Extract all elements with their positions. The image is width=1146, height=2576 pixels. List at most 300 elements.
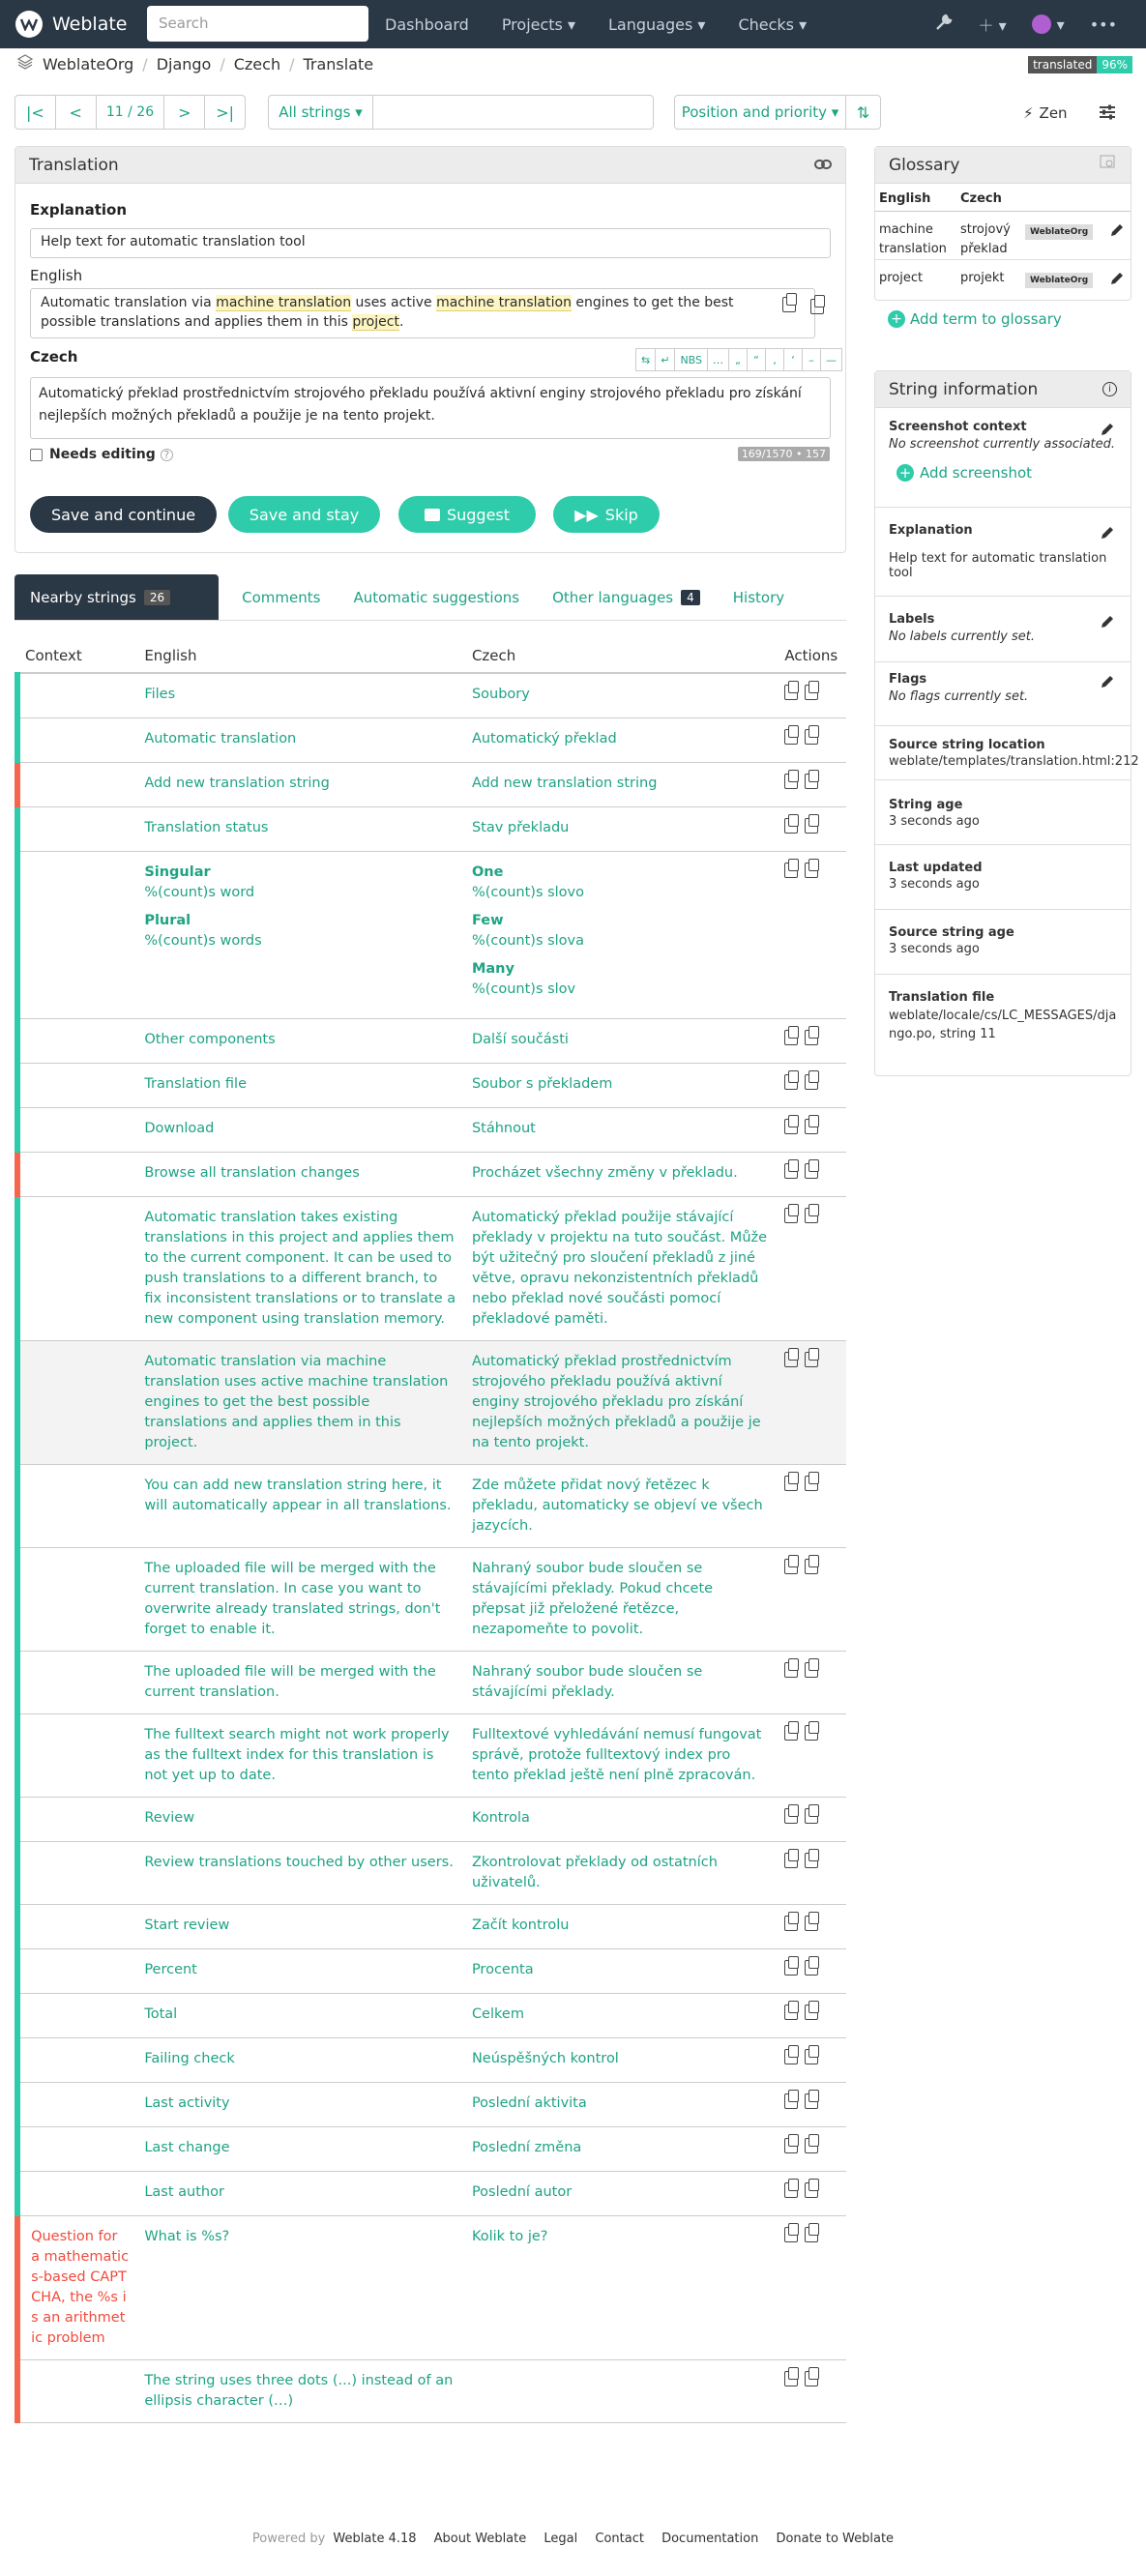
tab-comments[interactable]: Comments: [242, 588, 321, 606]
string-info-panel: [874, 370, 1139, 1076]
save-continue-button[interactable]: Save and continue: [30, 496, 217, 533]
special-char-button[interactable]: ‚: [765, 348, 784, 371]
source-cell[interactable]: Files: [136, 673, 464, 718]
plural-form-label: Many: [471, 961, 514, 977]
actions-cell: [777, 1548, 846, 1652]
translation-cell[interactable]: Začít kontrolu: [464, 1905, 777, 1949]
tab-other-languages[interactable]: [552, 589, 700, 606]
copy-icon[interactable]: [784, 1030, 798, 1045]
flags-value: No flags currently set.: [889, 689, 1029, 704]
table-row[interactable]: [17, 763, 846, 807]
tab-nearby-strings[interactable]: [15, 574, 219, 620]
table-row[interactable]: [17, 807, 846, 852]
flags-section: [875, 662, 1131, 726]
edit-pencil-icon[interactable]: [1109, 271, 1125, 290]
source-cell[interactable]: What is %s?: [136, 2216, 464, 2360]
clone-icon[interactable]: [805, 1808, 818, 1824]
tab-automatic-suggestions[interactable]: Automatic suggestions: [353, 588, 520, 606]
clone-icon[interactable]: [805, 1559, 818, 1574]
source-cell[interactable]: Review translations touched by other users.: [136, 1842, 464, 1905]
special-char-button[interactable]: “: [747, 348, 766, 371]
nav-projects[interactable]: Projects ▾: [501, 15, 576, 34]
context-cell: Question for a mathematics-based CAPTCHA, the %s is an arithmetic problem: [23, 2216, 136, 2360]
needs-editing-checkbox[interactable]: [30, 447, 173, 462]
copy-icon[interactable]: [784, 729, 798, 745]
clone-icon[interactable]: [805, 1662, 818, 1678]
translation-cell[interactable]: Nahraný soubor bude sloučen se stávajícími překlady. Pokud chcete přepsat již přeložené řetězce, nezapomeňte to povolit.: [464, 1548, 777, 1652]
flags-title: Flags: [889, 672, 927, 687]
nav-dashboard[interactable]: Dashboard: [385, 15, 469, 34]
table-row-current[interactable]: [17, 1341, 846, 1465]
table-row[interactable]: [17, 1842, 846, 1905]
string-info-header: [875, 371, 1131, 408]
footer-about-link[interactable]: About Weblate: [433, 2532, 527, 2546]
source-cell[interactable]: Automatic translation takes existing translations in this project and applies them to the current component. It can be used to push translations to a different branch, to fix inconsistent translations or to translate a new component using translation memory.: [136, 1197, 464, 1341]
copy-icon[interactable]: [784, 2005, 798, 2020]
translation-cell[interactable]: Neúspěšných kontrol: [464, 2038, 777, 2083]
copy-icon[interactable]: [784, 1725, 798, 1741]
actions-cell: [777, 2360, 846, 2423]
footer-documentation-link[interactable]: Documentation: [661, 2532, 759, 2546]
footer-version-link[interactable]: Weblate 4.18: [333, 2532, 417, 2546]
explanation-section: [875, 508, 1131, 597]
translation-cell[interactable]: Nahraný soubor bude sloučen se stávajícími překlady.: [464, 1652, 777, 1714]
clone-icon[interactable]: [805, 818, 818, 834]
screenshot-section: [875, 408, 1131, 508]
copy-icon[interactable]: [784, 1808, 798, 1824]
column-context: Context: [17, 639, 136, 673]
table-row[interactable]: [17, 2360, 846, 2423]
copy-icon[interactable]: [784, 1853, 798, 1868]
translation-cell[interactable]: Automatický překlad použije stávající překlady v projektu na tuto součást. Může být užitečný pro sloučení překladů z jiné větve, opravu nekonzistentních překladů nebo překlad nové součásti pomocí překladové paměti.: [464, 1197, 777, 1341]
table-row[interactable]: [17, 1548, 846, 1652]
breadcrumb: [17, 54, 373, 73]
actions-cell: [777, 1064, 846, 1108]
zen-label: Zen: [1039, 104, 1068, 122]
copy-icon[interactable]: [784, 1960, 798, 1976]
save-stay-button[interactable]: Save and stay: [228, 496, 380, 533]
translation-cell[interactable]: Add new translation string: [464, 763, 777, 807]
copy-icon[interactable]: [784, 863, 798, 878]
glossary-divider: [875, 211, 1131, 212]
last-updated-title: Last updated: [889, 861, 983, 875]
actions-cell: [777, 2083, 846, 2127]
add-screenshot-button[interactable]: [896, 464, 1117, 482]
labels-section: [875, 597, 1131, 662]
last-updated-value: 3 seconds ago: [889, 877, 980, 892]
nav-checks[interactable]: Checks ▾: [738, 15, 808, 34]
source-cell[interactable]: The fulltext search might not work properly as the fulltext index for this translation is not yet up to date.: [136, 1714, 464, 1798]
translation-cell[interactable]: Stav překladu: [464, 807, 777, 852]
translation-cell[interactable]: Procenta: [464, 1949, 777, 1994]
context-cell: [23, 1798, 136, 1842]
copy-icon[interactable]: [784, 2093, 798, 2109]
explanation-value: Help text for automatic translation tool: [889, 551, 1107, 580]
translated-badge-label: translated: [1028, 56, 1097, 73]
context-cell: [23, 1905, 136, 1949]
position-indicator: 11 / 26: [97, 96, 165, 129]
copy-icon[interactable]: [784, 1662, 798, 1678]
copy-icon[interactable]: [784, 1119, 798, 1134]
breadcrumb-project[interactable]: WeblateOrg: [43, 54, 134, 73]
actions-cell: [777, 807, 846, 852]
source-cell[interactable]: Automatic translation via machine translation uses active machine translation engines to get the best possible translations and applies them in this project.: [136, 1341, 464, 1465]
clone-icon[interactable]: [805, 863, 818, 878]
table-row[interactable]: [17, 718, 846, 763]
source-language-label: English: [30, 267, 83, 284]
glossary-col-czech: Czech: [960, 191, 1002, 206]
plural-form-text: %(count)s slov: [471, 981, 576, 997]
needs-editing-label: Needs editing: [49, 447, 156, 462]
clone-icon[interactable]: [805, 1725, 818, 1741]
location-title: Source string location: [889, 738, 1045, 752]
glossary-term-target: strojový překlad: [960, 222, 1011, 256]
clone-icon[interactable]: [805, 2093, 818, 2109]
copy-icon[interactable]: [784, 2182, 798, 2198]
plural-form-text: %(count)s word: [144, 885, 255, 900]
table-row[interactable]: [17, 1714, 846, 1798]
sort-dropdown[interactable]: Position and priority ▾: [675, 96, 846, 129]
source-cell[interactable]: Last author: [136, 2172, 464, 2216]
source-cell[interactable]: Total: [136, 1994, 464, 2038]
copy-icon[interactable]: [782, 297, 796, 312]
table-row[interactable]: [17, 1153, 846, 1197]
filter-dropdown[interactable]: All strings ▾: [269, 96, 373, 129]
actions-cell: [777, 1798, 846, 1842]
search-input[interactable]: Search: [147, 6, 368, 42]
breadcrumb-language[interactable]: Czech: [233, 54, 281, 73]
explanation-title: Explanation: [889, 523, 973, 538]
checkbox-box[interactable]: [30, 449, 43, 461]
copy-icon[interactable]: [784, 1208, 798, 1223]
zen-button[interactable]: [1023, 104, 1068, 122]
user-avatar[interactable]: ▾: [1032, 15, 1065, 34]
target-language-label: Czech: [30, 348, 78, 366]
source-cell[interactable]: The uploaded file will be merged with the current translation. In case you want to overwrite already translated strings, don't forget to enable it.: [136, 1548, 464, 1652]
clone-icon[interactable]: [805, 2005, 818, 2020]
copy-icon[interactable]: [784, 1916, 798, 1931]
brand-name: Weblate: [52, 14, 128, 35]
edit-pencil-icon[interactable]: [1109, 222, 1125, 242]
sort-direction-icon[interactable]: ⇅: [856, 102, 870, 122]
translation-cell[interactable]: Kontrola: [464, 1798, 777, 1842]
breadcrumb-separator: /: [220, 54, 225, 73]
plural-form-label: Plural: [144, 913, 191, 928]
footer-legal-link[interactable]: Legal: [544, 2532, 578, 2546]
source-cell[interactable]: The uploaded file will be merged with the current translation.: [136, 1652, 464, 1714]
glossary-term-badge: WeblateOrg: [1025, 224, 1093, 240]
actions-cell: [777, 1108, 846, 1153]
sort-control: [674, 95, 881, 130]
more-menu-icon[interactable]: •••: [1089, 15, 1117, 34]
table-row[interactable]: [17, 1949, 846, 1994]
explanation-label: Explanation: [30, 201, 128, 219]
translation-panel-title: Translation: [29, 155, 119, 175]
clone-icon[interactable]: [805, 774, 818, 789]
translation-cell[interactable]: Zkontrolovat překlady od ostatních uživatelů.: [464, 1842, 777, 1905]
next-string-button[interactable]: >: [164, 96, 205, 129]
glossary-term-source: project: [879, 271, 924, 285]
clone-icon[interactable]: [805, 1916, 818, 1931]
copy-icon[interactable]: [784, 2138, 798, 2153]
translation-cell[interactable]: Poslední autor: [464, 2172, 777, 2216]
clone-icon[interactable]: [805, 1030, 818, 1045]
source-cell[interactable]: Start review: [136, 1905, 464, 1949]
edit-pencil-icon[interactable]: [1100, 525, 1115, 541]
translation-cell[interactable]: Celkem: [464, 1994, 777, 2038]
clone-icon[interactable]: [805, 729, 818, 745]
translation-cell[interactable]: Zde můžete přidat nový řetězec k překladu, automaticky se objeví ve všech jazycích.: [464, 1465, 777, 1548]
edit-pencil-icon[interactable]: [1100, 422, 1115, 437]
context-cell: [23, 1548, 136, 1652]
edit-pencil-icon[interactable]: [1100, 614, 1115, 629]
glossary-header: [875, 147, 1131, 184]
source-cell[interactable]: Review: [136, 1798, 464, 1842]
screenshot-status: No screenshot currently associated.: [889, 437, 1116, 452]
last-updated-section: [875, 845, 1131, 910]
clone-icon[interactable]: [805, 1853, 818, 1868]
table-row[interactable]: [17, 1994, 846, 2038]
skip-button[interactable]: [553, 496, 660, 533]
copy-icon[interactable]: [784, 685, 798, 700]
clone-icon[interactable]: [805, 1352, 818, 1367]
plural-form-label: One: [471, 864, 504, 880]
translation-cell[interactable]: Poslední změna: [464, 2127, 777, 2172]
actions-cell: [777, 1019, 846, 1064]
footer-donate-link[interactable]: Donate to Weblate: [776, 2532, 895, 2546]
table-row[interactable]: [17, 1798, 846, 1842]
copy-icon[interactable]: [784, 1163, 798, 1179]
wrench-icon[interactable]: [934, 13, 954, 36]
add-menu-icon[interactable]: ＋ ▾: [978, 15, 1007, 35]
suggest-button[interactable]: [398, 496, 536, 533]
footer-contact-link[interactable]: Contact: [595, 2532, 644, 2546]
glossary-term-source: machine translation: [879, 222, 947, 256]
source-cell[interactable]: Percent: [136, 1949, 464, 1994]
table-row[interactable]: [17, 2127, 846, 2172]
project-icon: [17, 54, 33, 73]
translation-cell[interactable]: Poslední aktivita: [464, 2083, 777, 2127]
translation-cell[interactable]: Stáhnout: [464, 1108, 777, 1153]
nav-languages[interactable]: Languages ▾: [608, 15, 706, 34]
context-cell: [23, 1153, 136, 1197]
context-cell: [23, 1714, 136, 1798]
special-char-button[interactable]: NBS: [674, 348, 708, 371]
glossary-term-highlight[interactable]: machine translation: [216, 295, 352, 310]
translation-cell[interactable]: Soubor s překladem: [464, 1064, 777, 1108]
glossary-term-highlight[interactable]: project: [352, 314, 399, 330]
translation-cell[interactable]: Soubory: [464, 673, 777, 718]
table-row[interactable]: [17, 1465, 846, 1548]
last-string-button[interactable]: >|: [216, 102, 234, 122]
column-actions: Actions: [777, 639, 846, 673]
special-char-button[interactable]: „: [728, 348, 748, 371]
table-row[interactable]: [17, 2216, 846, 2360]
clone-icon[interactable]: [805, 1074, 818, 1090]
special-char-button[interactable]: —: [820, 348, 842, 371]
context-cell: [23, 2127, 136, 2172]
clone-icon[interactable]: [805, 1163, 818, 1179]
copy-icon[interactable]: [784, 818, 798, 834]
translation-cell[interactable]: Automatický překlad: [464, 718, 777, 763]
context-cell: [23, 852, 136, 1019]
source-cell[interactable]: Translation status: [136, 807, 464, 852]
clone-icon[interactable]: [805, 2138, 818, 2153]
table-row[interactable]: [17, 1652, 846, 1714]
context-cell: [23, 673, 136, 718]
copy-icon[interactable]: [784, 2371, 798, 2386]
copy-icon[interactable]: [784, 1074, 798, 1090]
clone-icon[interactable]: [805, 1208, 818, 1223]
comment-icon: [425, 509, 440, 521]
actions-cell: [777, 1949, 846, 1994]
table-row[interactable]: [17, 1108, 846, 1153]
source-age-value: 3 seconds ago: [889, 942, 980, 956]
special-char-button[interactable]: ‘: [783, 348, 803, 371]
translation-cell[interactable]: Automatický překlad prostřednictvím strojového překladu používá aktivní enginy strojového překladu pro získání nejlepších možných překladů a použije je na tento projekt.: [464, 1341, 777, 1465]
source-cell[interactable]: You can add new translation string here, it will automatically appear in all translations.: [136, 1465, 464, 1548]
table-row[interactable]: [17, 1019, 846, 1064]
clone-icon[interactable]: [805, 2049, 818, 2064]
source-cell[interactable]: Other components: [136, 1019, 464, 1064]
special-char-button[interactable]: ⇆: [635, 348, 656, 371]
glossary-title: Glossary: [889, 155, 960, 175]
clone-icon[interactable]: [805, 1960, 818, 1976]
copy-icon[interactable]: [784, 1476, 798, 1491]
edit-pencil-icon[interactable]: [1100, 674, 1115, 689]
context-cell: [23, 2172, 136, 2216]
context-cell: [23, 1019, 136, 1064]
actions-cell: [777, 1905, 846, 1949]
string-age-title: String age: [889, 798, 963, 812]
clone-icon[interactable]: [805, 685, 818, 700]
clone-icon[interactable]: [805, 2182, 818, 2198]
translation-textarea[interactable]: Automatický překlad prostřednictvím strojového překladu používá aktivní enginy strojového překladu pro získání nejlepších možných překladů a použije je na tento projekt.: [30, 377, 831, 439]
source-cell[interactable]: Last activity: [136, 2083, 464, 2127]
copy-icon[interactable]: [784, 1352, 798, 1367]
source-cell[interactable]: Translation file: [136, 1064, 464, 1108]
special-char-button[interactable]: –: [802, 348, 821, 371]
breadcrumb-component[interactable]: Django: [156, 54, 212, 73]
context-cell: [23, 763, 136, 807]
tab-other-count: 4: [681, 590, 700, 605]
info-icon[interactable]: i: [1102, 382, 1117, 396]
actions-cell: [777, 852, 846, 1019]
add-glossary-term-button[interactable]: [888, 310, 1062, 328]
context-cell: [23, 1652, 136, 1714]
source-cell[interactable]: Failing check: [136, 2038, 464, 2083]
tab-history[interactable]: History: [732, 588, 785, 606]
brand-link[interactable]: [15, 11, 127, 38]
glossary-term-highlight[interactable]: machine translation: [436, 295, 572, 310]
translation-cell[interactable]: [464, 2360, 777, 2423]
source-cell[interactable]: Download: [136, 1108, 464, 1153]
clone-icon[interactable]: [805, 2227, 818, 2242]
location-section: [875, 726, 1139, 780]
location-value[interactable]: weblate/templates/translation.html:212: [889, 754, 1139, 769]
table-row[interactable]: [17, 1905, 846, 1949]
copy-icon[interactable]: [784, 1559, 798, 1574]
copy-icon[interactable]: [784, 2227, 798, 2242]
copy-icon[interactable]: [784, 774, 798, 789]
nearby-strings-table: [15, 639, 846, 2423]
table-row[interactable]: [17, 852, 846, 1019]
skip-label: Skip: [604, 505, 638, 524]
labels-title: Labels: [889, 612, 935, 627]
source-cell[interactable]: [136, 852, 464, 1019]
table-row[interactable]: [17, 2172, 846, 2216]
weblate-logo-icon: [15, 11, 43, 38]
glossary-term-badge: WeblateOrg: [1025, 273, 1093, 288]
actions-cell: [777, 2038, 846, 2083]
translation-cell[interactable]: Kolik to je?: [464, 2216, 777, 2360]
glossary-col-english: English: [879, 191, 931, 206]
copy-icon[interactable]: [784, 2049, 798, 2064]
translated-badge-value: 96%: [1097, 56, 1132, 73]
source-cell[interactable]: The string uses three dots (...) instead of an ellipsis character (…): [136, 2360, 464, 2423]
source-cell[interactable]: Last change: [136, 2127, 464, 2172]
table-row[interactable]: [17, 2083, 846, 2127]
help-icon[interactable]: ?: [161, 449, 173, 461]
context-cell: [23, 1197, 136, 1341]
table-row[interactable]: [17, 1197, 846, 1341]
previous-string-button[interactable]: <: [56, 96, 97, 129]
special-char-button[interactable]: …: [707, 348, 729, 371]
footer-powered-by: Powered by: [251, 2532, 326, 2546]
actions-cell: [777, 673, 846, 718]
translation-cell[interactable]: Fulltextové vyhledávání nemusí fungovat správě, protože fulltextový index pro tento překlad ještě není plně zpracován.: [464, 1714, 777, 1798]
clone-icon[interactable]: [805, 2371, 818, 2386]
glossary-divider: [875, 259, 1131, 260]
translation-cell[interactable]: Procházet všechny změny v překladu.: [464, 1153, 777, 1197]
context-cell: [23, 2083, 136, 2127]
first-string-button[interactable]: |<: [15, 96, 56, 129]
string-search-input[interactable]: [373, 96, 653, 129]
breadcrumb-current: Translate: [303, 54, 374, 73]
explanation-text: Help text for automatic translation tool: [30, 228, 831, 258]
plural-form-label: Singular: [144, 864, 211, 880]
source-cell[interactable]: Automatic translation: [136, 718, 464, 763]
glossary-search-icon[interactable]: [1100, 155, 1117, 175]
special-char-button[interactable]: ↵: [655, 348, 675, 371]
translation-cell[interactable]: [464, 852, 777, 1019]
source-text: engines to get the best possible translations and applies them in this: [41, 295, 734, 330]
clone-source-icon[interactable]: [810, 299, 824, 314]
actions-cell: [777, 1714, 846, 1798]
translation-file-value[interactable]: weblate/locale/cs/LC_MESSAGES/django.po, string 11: [889, 1009, 1117, 1041]
translation-cell[interactable]: Další součásti: [464, 1019, 777, 1064]
table-row[interactable]: [17, 1064, 846, 1108]
permalink-icon[interactable]: [814, 156, 832, 175]
source-cell[interactable]: Add new translation string: [136, 763, 464, 807]
table-row[interactable]: [17, 673, 846, 718]
actions-cell: [777, 763, 846, 807]
actions-cell: [777, 2127, 846, 2172]
clone-icon[interactable]: [805, 1476, 818, 1491]
clone-icon[interactable]: [805, 1119, 818, 1134]
table-row[interactable]: [17, 2038, 846, 2083]
labels-value: No labels currently set.: [889, 629, 1036, 644]
translation-panel: [15, 146, 846, 553]
actions-cell: [777, 1465, 846, 1548]
settings-sliders-icon[interactable]: [1098, 102, 1117, 126]
tab-nearby-label: Nearby strings: [30, 588, 136, 606]
source-cell[interactable]: Browse all translation changes: [136, 1153, 464, 1197]
source-text: uses active: [351, 295, 437, 310]
context-cell: [23, 1994, 136, 2038]
plus-circle-icon: +: [896, 464, 914, 482]
context-cell: [23, 1341, 136, 1465]
